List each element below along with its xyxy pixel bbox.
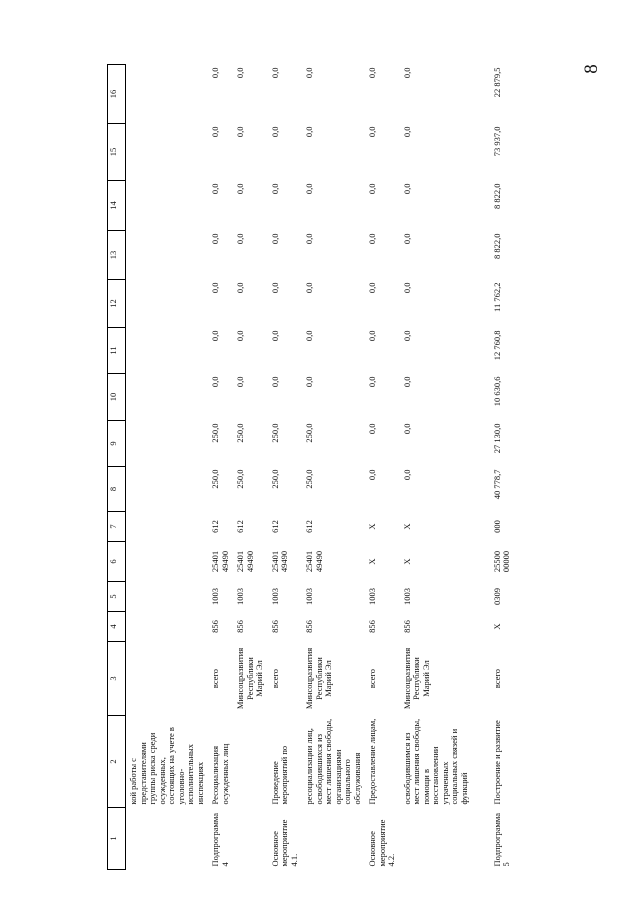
cell-executor: Минсоцразвития Республики Марий Эл (235, 647, 265, 710)
cell-value: 0,0 (235, 233, 246, 245)
cell-value (126, 231, 209, 280)
cell-title: Построение и развитие (491, 720, 502, 805)
cell-value: 0,0 (235, 376, 246, 388)
cell-value: 250,0 (304, 469, 315, 489)
column-header: 11 (108, 328, 126, 374)
column-header: 8 (108, 467, 126, 512)
cell-vr: Х (401, 523, 412, 530)
cell-value: 250,0 (210, 423, 221, 443)
cell-value: 0,0 (269, 233, 280, 245)
cell-value: 73 937,0 (491, 126, 502, 157)
cell-value: 22 879,5 (491, 67, 502, 98)
column-header: 15 (108, 124, 126, 181)
cell-value (126, 421, 209, 467)
cell-value: 0,0 (235, 330, 246, 342)
cell-value: 8 822,0 (491, 233, 502, 259)
cell-program: Подпрограмма 4 (210, 813, 230, 867)
cell-program (400, 808, 473, 870)
cell-rzpr: 1003 (304, 588, 315, 605)
column-header: 16 (108, 65, 126, 124)
cell-rzpr: 0309 (491, 588, 502, 605)
column-header: 1 (108, 808, 126, 870)
column-header: 4 (108, 612, 126, 642)
cell-value: 0,0 (304, 233, 315, 245)
cell-value: 250,0 (210, 469, 221, 489)
cell-value: 0,0 (235, 183, 246, 195)
cell-value: 0,0 (269, 330, 280, 342)
cell-program: Основное мероприятие 4.1. (269, 819, 299, 867)
cell-vr: 612 (269, 520, 280, 533)
table-row (208, 65, 233, 870)
cell-value: 0,0 (367, 126, 378, 138)
cell-csr: 25401 49490 (269, 550, 290, 573)
cell-grbs: 856 (210, 620, 221, 633)
cell-value (126, 124, 209, 181)
cell-value: 0,0 (367, 423, 378, 435)
cell-value: 0,0 (401, 183, 412, 195)
cell-executor: всего (491, 668, 502, 689)
cell-value (126, 328, 209, 374)
cell-value: 0,0 (367, 183, 378, 195)
cell-value: 0,0 (269, 67, 280, 79)
cell-value (126, 280, 209, 328)
cell-csr: 25401 49490 (210, 550, 230, 573)
column-header: 3 (108, 642, 126, 716)
cell-value: 0,0 (210, 376, 221, 388)
cell-vr: 612 (235, 520, 246, 533)
cell-csr: Х (367, 558, 378, 565)
cell-value: 0,0 (367, 233, 378, 245)
cell-rzpr: 1003 (401, 588, 412, 605)
cell-program: Подпрограмма 5 (491, 813, 512, 867)
cell-csr: 25401 49490 (235, 550, 255, 573)
cell-value: 0,0 (304, 282, 315, 294)
cell-value: 0,0 (367, 67, 378, 79)
cell-program: Основное мероприятие 4.2. (367, 819, 397, 867)
cell-grbs: 856 (269, 620, 280, 633)
cell-value: 0,0 (210, 330, 221, 342)
cell-vr: 612 (304, 520, 315, 533)
cell-value: 0,0 (401, 282, 412, 294)
cell-value: 0,0 (269, 183, 280, 195)
cell-value: 10 630,6 (491, 376, 502, 407)
cell-grbs: 856 (367, 620, 378, 633)
cell-vr (126, 512, 209, 542)
cell-title: Ресоциализация осужденных лиц (210, 743, 230, 805)
cell-value: 250,0 (235, 469, 246, 489)
column-header: 12 (108, 280, 126, 328)
cell-value: 250,0 (235, 423, 246, 443)
cell-program (302, 808, 365, 870)
cell-rzpr: 1003 (367, 588, 378, 605)
cell-csr (126, 542, 209, 582)
cell-value: 0,0 (401, 126, 412, 138)
cell-executor: всего (367, 668, 378, 689)
cell-value: 0,0 (401, 469, 412, 481)
cell-executor: всего (269, 668, 280, 689)
cell-vr: Х (367, 523, 378, 530)
cell-value: 0,0 (367, 282, 378, 294)
cell-value: 0,0 (235, 282, 246, 294)
cell-vr: 612 (210, 520, 221, 533)
column-header: 5 (108, 582, 126, 612)
cell-csr: 25401 49490 (304, 550, 324, 573)
cell-value: 0,0 (304, 330, 315, 342)
rotated-table-container (107, 65, 632, 870)
cell-value: 0,0 (401, 423, 412, 435)
cell-value: 0,0 (210, 67, 221, 79)
budget-table (107, 64, 515, 870)
cell-value: 27 130,0 (491, 423, 502, 454)
cell-value: 0,0 (210, 282, 221, 294)
cell-value: 250,0 (269, 469, 280, 489)
cell-grbs: Х (491, 623, 502, 630)
cell-title: Проведение мероприятий по (269, 745, 290, 805)
column-header: 2 (108, 716, 126, 808)
cell-title: кой работы с представителями группы риска среди осужденных, состоящих на учете в уголовно-исполнительных инспекциях (128, 727, 205, 805)
table-row (302, 65, 365, 870)
column-header: 14 (108, 181, 126, 231)
table-row (268, 65, 303, 870)
column-header: 9 (108, 421, 126, 467)
cell-rzpr: 1003 (235, 588, 246, 605)
cell-rzpr (126, 582, 209, 612)
cell-value: 0,0 (269, 282, 280, 294)
cell-value: 0,0 (401, 233, 412, 245)
cell-value (126, 65, 209, 124)
cell-title (233, 716, 268, 808)
cell-value: 0,0 (367, 469, 378, 481)
cell-value: 0,0 (269, 126, 280, 138)
table-row (365, 65, 400, 870)
cell-value: 0,0 (304, 67, 315, 79)
cell-program (233, 808, 268, 870)
cell-value (126, 467, 209, 512)
cell-title: ресоциализации лиц, освободившихся из мест лишения свободы, организациями социального обслуживания (304, 718, 362, 805)
cell-grbs: 856 (304, 620, 315, 633)
page-number: 8 (580, 64, 602, 74)
cell-csr: Х (401, 558, 412, 565)
cell-value: 0,0 (235, 126, 246, 138)
cell-grbs: 856 (235, 620, 246, 633)
cell-value: 0,0 (210, 183, 221, 195)
cell-value: 250,0 (269, 423, 280, 443)
column-header: 13 (108, 231, 126, 280)
column-header: 6 (108, 542, 126, 582)
cell-value (126, 374, 209, 421)
cell-executor: Минсоцразвития Республики Марий Эл (304, 647, 334, 710)
cell-value (126, 181, 209, 231)
cell-title: освободившимся из мест лишения свободы, помощи в восстановлении утраченных социальных связей и функций (401, 718, 469, 805)
table-row (473, 65, 515, 870)
cell-value: 250,0 (304, 423, 315, 443)
table-row (126, 65, 209, 870)
cell-executor (126, 642, 209, 716)
cell-value: 0,0 (367, 376, 378, 388)
cell-value: 0,0 (304, 183, 315, 195)
cell-rzpr: 1003 (269, 588, 280, 605)
cell-value: 8 822,0 (491, 183, 502, 209)
table-row (233, 65, 268, 870)
header-row (108, 65, 126, 870)
cell-rzpr: 1003 (210, 588, 221, 605)
cell-value: 0,0 (401, 376, 412, 388)
column-header: 10 (108, 374, 126, 421)
cell-value: 11 762,2 (491, 282, 502, 312)
cell-executor: Минсоцразвития Республики Марий Эл (401, 647, 431, 710)
cell-program (126, 808, 209, 870)
cell-grbs (126, 612, 209, 642)
cell-value: 12 760,8 (491, 330, 502, 361)
cell-value: 0,0 (210, 126, 221, 138)
cell-value: 0,0 (269, 376, 280, 388)
cell-csr: 25500 00000 (491, 550, 512, 573)
cell-value: 0,0 (401, 330, 412, 342)
cell-value: 0,0 (304, 126, 315, 138)
cell-value: 0,0 (367, 330, 378, 342)
cell-value: 40 778,7 (491, 469, 502, 500)
cell-grbs: 856 (401, 620, 412, 633)
table-row (400, 65, 473, 870)
cell-executor: всего (210, 668, 221, 689)
cell-value: 0,0 (304, 376, 315, 388)
cell-value: 0,0 (401, 67, 412, 79)
cell-vr: 000 (491, 520, 502, 533)
column-header: 7 (108, 512, 126, 542)
cell-value: 0,0 (235, 67, 246, 79)
cell-value: 0,0 (210, 233, 221, 245)
cell-title: Предоставление лицам, (367, 718, 378, 805)
